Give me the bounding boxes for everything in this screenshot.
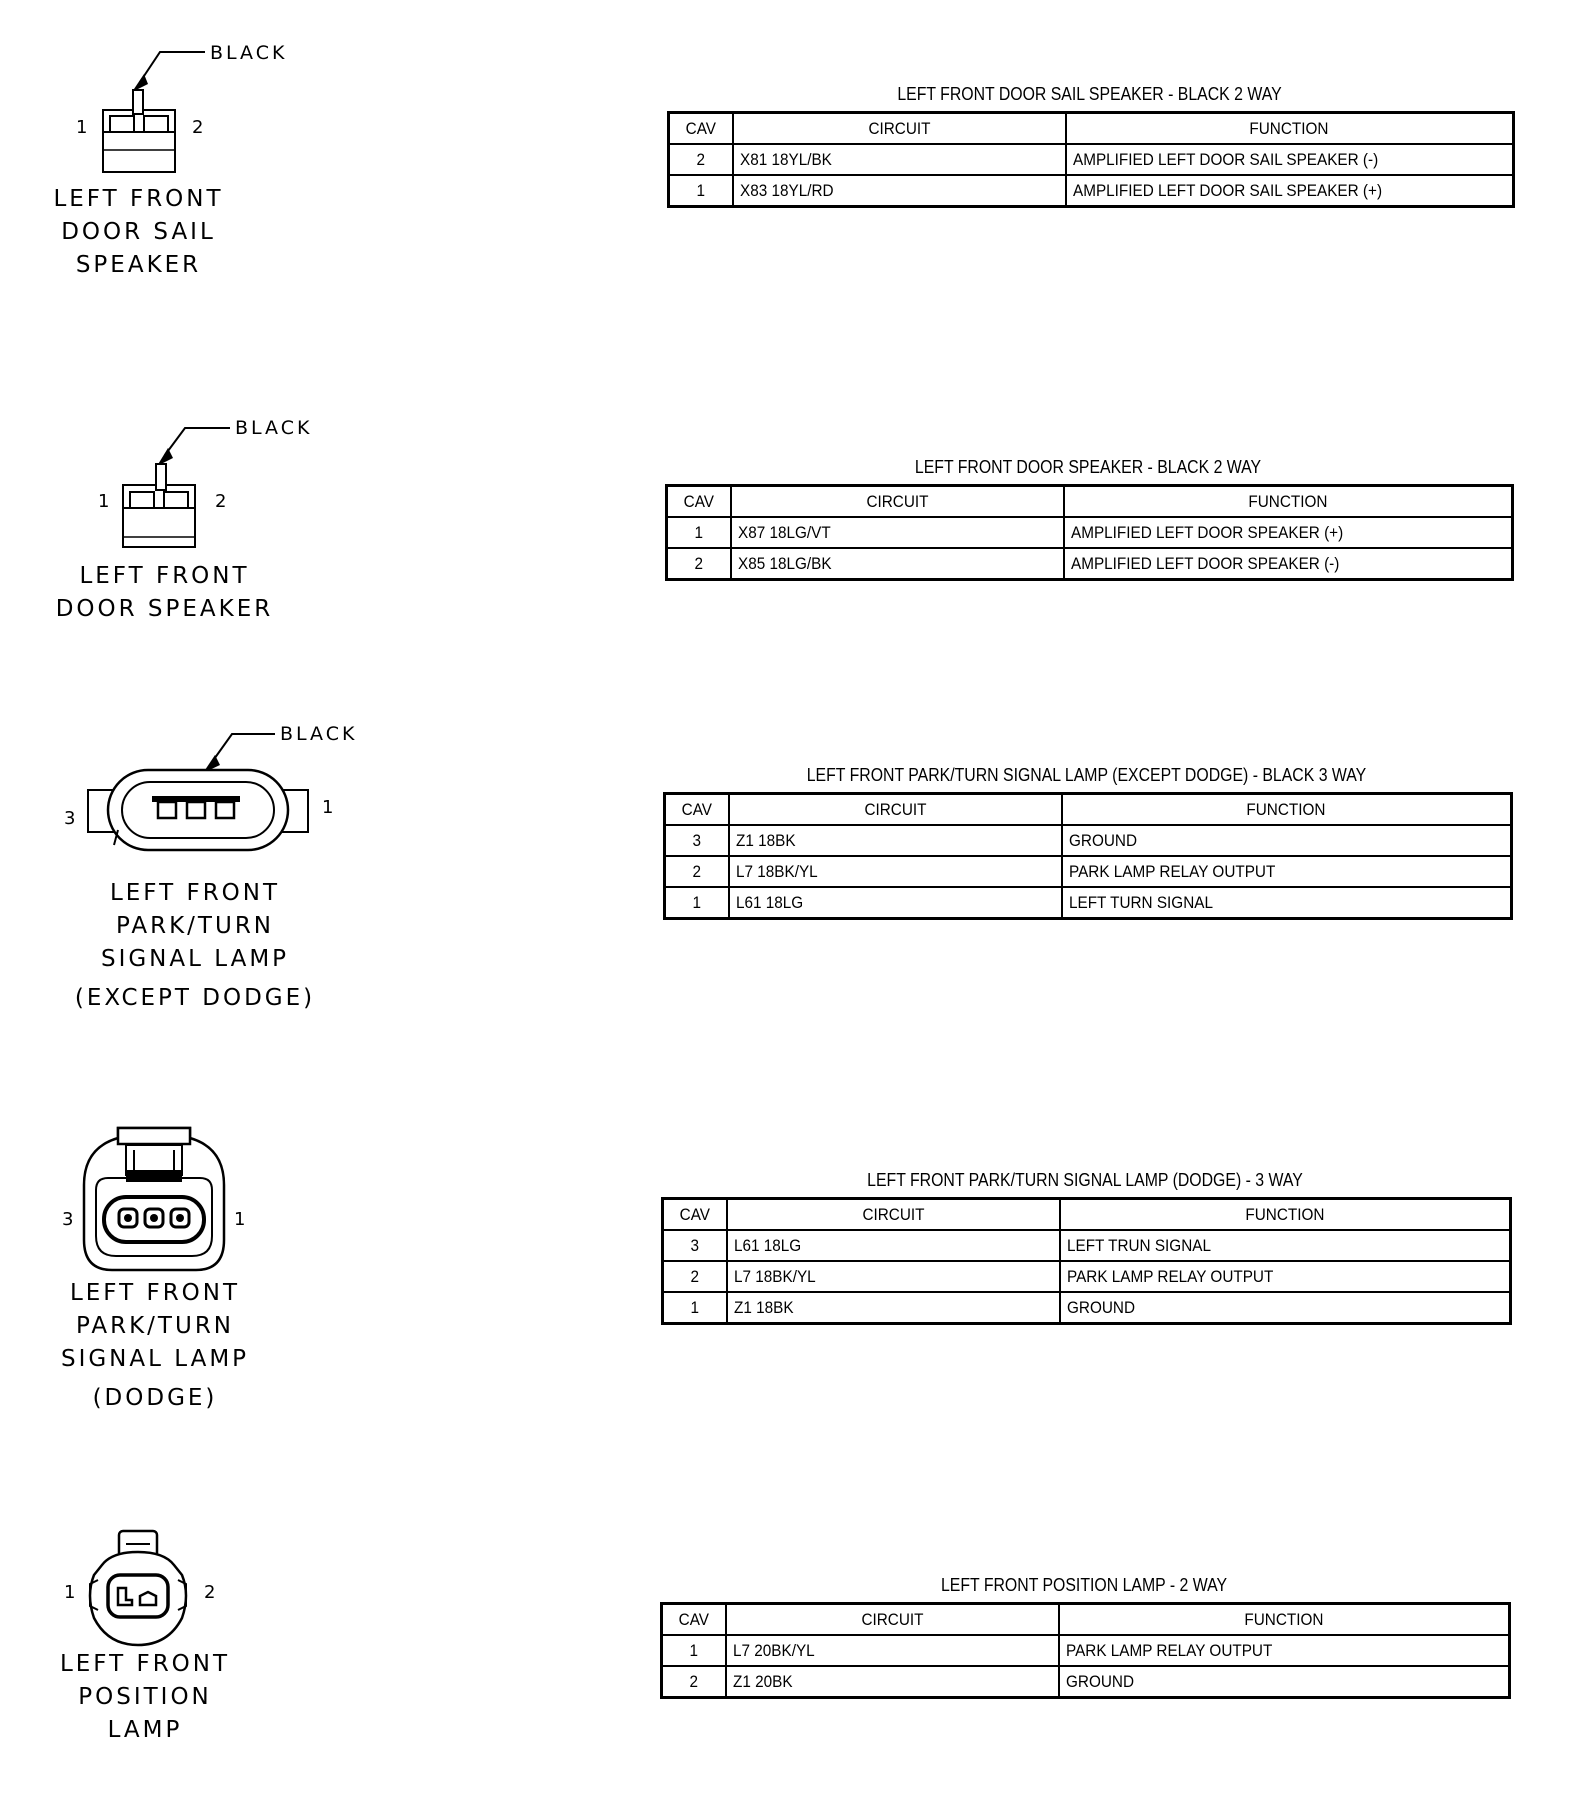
cav-cell: 2: [669, 144, 733, 175]
connector-name-line: DOOR SPEAKER: [55, 596, 274, 622]
table-header-row: [665, 794, 1512, 826]
connector-2way-drawing: [0, 0, 300, 1700]
column-header: FUNCTION: [1059, 1604, 1510, 1636]
connector-name-line: LEFT FRONT: [69, 1280, 241, 1306]
connector-name-line: LEFT FRONT: [109, 880, 281, 906]
circuit-cell: Z1 20BK: [726, 1666, 1059, 1698]
connector-name-line: (DODGE): [92, 1385, 218, 1411]
pin-label-right: 2: [204, 1582, 216, 1603]
pin-label-left: 3: [64, 808, 76, 829]
column-header: CIRCUIT: [729, 794, 1062, 826]
function-cell: LEFT TURN SIGNAL: [1062, 887, 1512, 919]
column-header: CAV: [667, 486, 731, 518]
pinout-table: [660, 1602, 1511, 1699]
circuit-cell: X85 18LG/BK: [731, 548, 1064, 580]
wire-color-label: BLACK: [210, 42, 288, 64]
connector-name-line: LEFT FRONT: [53, 186, 224, 212]
pin-label-right: 1: [322, 797, 334, 818]
pinout-table: [667, 111, 1515, 208]
function-cell: PARK LAMP RELAY OUTPUT: [1060, 1261, 1511, 1292]
table-row: [665, 825, 1512, 856]
table-row: [663, 1261, 1511, 1292]
table-row: [667, 517, 1513, 548]
column-header: CIRCUIT: [727, 1199, 1060, 1231]
pinout-table-title: LEFT FRONT DOOR SPEAKER - BLACK 2 WAY: [914, 457, 1262, 477]
connector-name-line: SIGNAL LAMP: [100, 946, 290, 972]
circuit-cell: X83 18YL/RD: [733, 175, 1066, 207]
cav-cell: 2: [663, 1261, 727, 1292]
column-header: FUNCTION: [1066, 113, 1514, 145]
function-cell: AMPLIFIED LEFT DOOR SPEAKER (-): [1064, 548, 1513, 580]
function-cell: AMPLIFIED LEFT DOOR SPEAKER (+): [1064, 517, 1513, 548]
function-cell: GROUND: [1062, 825, 1512, 856]
cav-cell: 1: [667, 517, 731, 548]
column-header: CAV: [663, 1199, 727, 1231]
cav-cell: 1: [669, 175, 733, 207]
column-header: FUNCTION: [1060, 1199, 1511, 1231]
function-cell: LEFT TRUN SIGNAL: [1060, 1230, 1511, 1261]
pinout-table-title: LEFT FRONT PARK/TURN SIGNAL LAMP (DODGE) - 3 WAY: [867, 1170, 1303, 1190]
circuit-cell: L7 18BK/YL: [729, 856, 1062, 887]
pinout-table: [665, 484, 1514, 581]
circuit-cell: X81 18YL/BK: [733, 144, 1066, 175]
table-row: [669, 144, 1514, 175]
table-row: [665, 856, 1512, 887]
column-header: CAV: [669, 113, 733, 145]
pin-label-left: 1: [76, 117, 88, 138]
connector-name-line: LAMP: [107, 1717, 183, 1743]
cav-cell: 2: [662, 1666, 726, 1698]
function-cell: GROUND: [1059, 1666, 1510, 1698]
pin-label-left: 3: [62, 1209, 74, 1230]
connector-name-line: PARK/TURN: [115, 913, 274, 939]
pinout-table-title: LEFT FRONT DOOR SAIL SPEAKER - BLACK 2 WAY: [897, 84, 1282, 104]
column-header: FUNCTION: [1064, 486, 1513, 518]
table-header-row: [662, 1604, 1510, 1636]
circuit-cell: Z1 18BK: [727, 1292, 1060, 1324]
cav-cell: 2: [665, 856, 729, 887]
table-row: [669, 175, 1514, 207]
circuit-cell: L7 20BK/YL: [726, 1635, 1059, 1666]
pin-label-right: 2: [215, 491, 227, 512]
cav-cell: 3: [663, 1230, 727, 1261]
pin-label-left: 1: [98, 491, 110, 512]
pinout-table-title: LEFT FRONT POSITION LAMP - 2 WAY: [940, 1575, 1228, 1595]
table-row: [663, 1230, 1511, 1261]
connector-name-line: SPEAKER: [75, 252, 202, 278]
function-cell: PARK LAMP RELAY OUTPUT: [1059, 1635, 1510, 1666]
cav-cell: 2: [667, 548, 731, 580]
function-cell: AMPLIFIED LEFT DOOR SAIL SPEAKER (-): [1066, 144, 1514, 175]
connector-name-line: LEFT FRONT: [79, 563, 250, 589]
column-header: CIRCUIT: [726, 1604, 1059, 1636]
pinout-table-title: LEFT FRONT PARK/TURN SIGNAL LAMP (EXCEPT DODGE) - BLACK 3 WAY: [806, 765, 1367, 785]
circuit-cell: L61 18LG: [729, 887, 1062, 919]
cav-cell: 1: [663, 1292, 727, 1324]
table-row: [665, 887, 1512, 919]
connector-name-line: SIGNAL LAMP: [60, 1346, 250, 1372]
column-header: CIRCUIT: [733, 113, 1066, 145]
circuit-cell: L61 18LG: [727, 1230, 1060, 1261]
pinout-table: [661, 1197, 1512, 1325]
column-header: CIRCUIT: [731, 486, 1064, 518]
connector-name: [40, 1648, 250, 1747]
connector-name-line: (EXCEPT DODGE): [74, 985, 316, 1011]
column-header: CAV: [665, 794, 729, 826]
circuit-cell: Z1 18BK: [729, 825, 1062, 856]
table-row: [667, 548, 1513, 580]
function-cell: GROUND: [1060, 1292, 1511, 1324]
connector-name-line: LEFT FRONT: [59, 1651, 231, 1677]
table-row: [663, 1292, 1511, 1324]
cav-cell: 1: [665, 887, 729, 919]
connector-name-line: POSITION: [78, 1684, 212, 1710]
pinout-table: [663, 792, 1513, 920]
table-row: [662, 1635, 1510, 1666]
column-header: CAV: [662, 1604, 726, 1636]
table-header-row: [667, 486, 1513, 518]
connector-name-line: DOOR SAIL: [61, 219, 216, 245]
circuit-cell: X87 18LG/VT: [731, 517, 1064, 548]
wire-color-label: BLACK: [280, 723, 358, 745]
table-header-row: [663, 1199, 1511, 1231]
column-header: FUNCTION: [1062, 794, 1512, 826]
circuit-cell: L7 18BK/YL: [727, 1261, 1060, 1292]
wire-color-label: BLACK: [235, 417, 313, 439]
function-cell: AMPLIFIED LEFT DOOR SAIL SPEAKER (+): [1066, 175, 1514, 207]
pin-label-right: 2: [192, 117, 204, 138]
function-cell: PARK LAMP RELAY OUTPUT: [1062, 856, 1512, 887]
cav-cell: 1: [662, 1635, 726, 1666]
table-header-row: [669, 113, 1514, 145]
pin-label-left: 1: [64, 1582, 76, 1603]
pin-label-right: 1: [234, 1209, 246, 1230]
connector-name-line: PARK/TURN: [75, 1313, 234, 1339]
table-row: [662, 1666, 1510, 1698]
cav-cell: 3: [665, 825, 729, 856]
